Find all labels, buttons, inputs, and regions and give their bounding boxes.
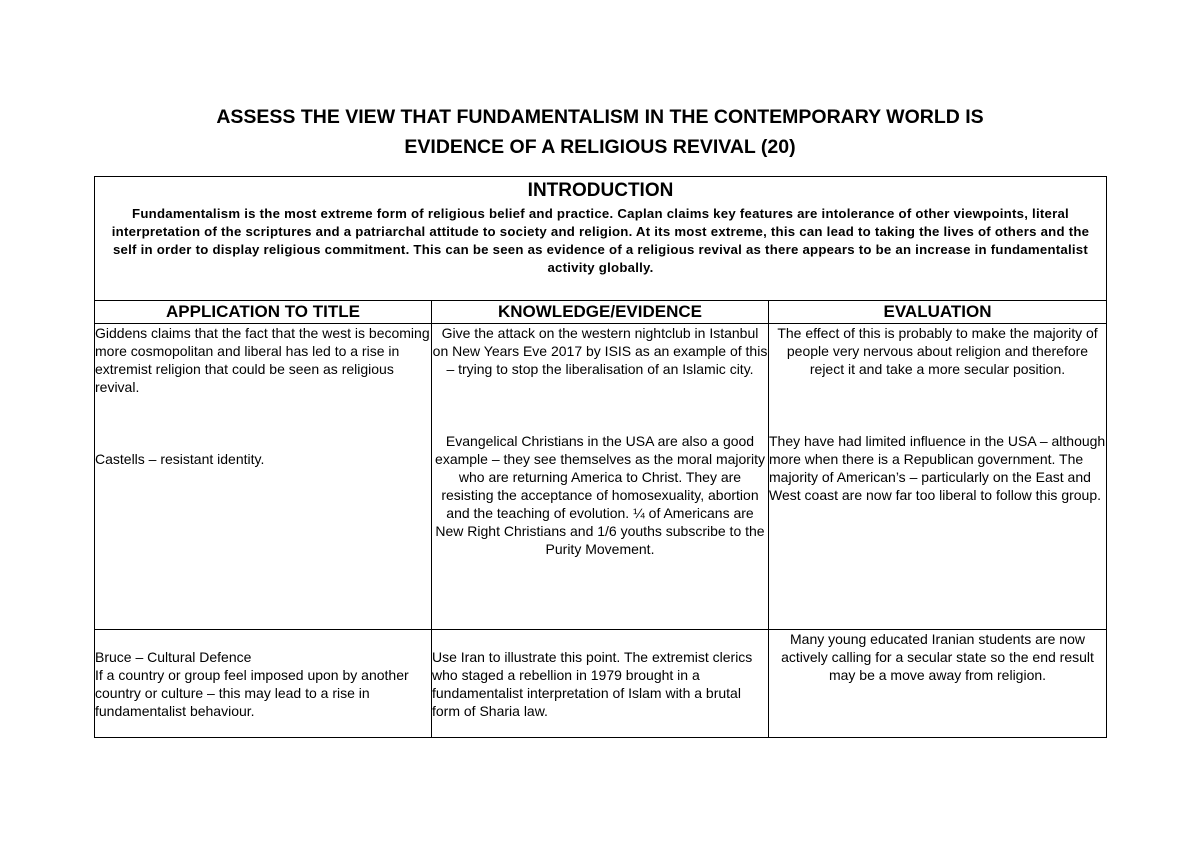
table-row [95, 630, 1107, 738]
essay-plan-table [94, 176, 1107, 738]
application-point: Bruce – Cultural Defence [95, 649, 252, 665]
knowledge-point: Evangelical Christians in the USA are also a good example – they see themselves as the moral majority who are returning America to Christ. They are resisting the acceptance of homosexuality, abortion and the teaching of evolution. ¼ of Americans are New Right Christians and 1/6 youths subscribe to the Purity Movement. [435, 433, 765, 557]
knowledge-point: Give the attack on the western nightclub in Istanbul on New Years Eve 2017 by ISIS as an example of this – trying to stop the liberalisation of an Islamic city. [432, 325, 768, 377]
evaluation-point: The effect of this is probably to make the majority of people very nervous about religion and therefore reject it and take a more secular position. [777, 325, 1098, 377]
title-line-1: ASSESS THE VIEW THAT FUNDAMENTALISM IN THE CONTEMPORARY WORLD IS [216, 106, 984, 128]
knowledge-column-header: KNOWLEDGE/EVIDENCE [432, 301, 769, 324]
application-cell [95, 630, 432, 738]
knowledge-point: Use Iran to illustrate this point. The extremist clerics who staged a rebellion in 1979 brought in a fundamentalist interpretation of Islam with a brutal form of Sharia law. [432, 649, 753, 719]
knowledge-cell [432, 324, 769, 630]
evaluation-point: They have had limited influence in the USA – although more when there is a Republican government. The majority of American’s – particularly on the East and West coast are now far too liberal to follow this group. [769, 433, 1106, 503]
introduction-heading: INTRODUCTION [527, 180, 674, 201]
application-point: If a country or group feel imposed upon by another country or culture – this may lead to a rise in fundamentalist behaviour. [95, 667, 409, 719]
introduction-cell [95, 177, 1107, 301]
knowledge-cell [432, 630, 769, 738]
evaluation-column-header: EVALUATION [769, 301, 1107, 324]
table-row [95, 324, 1107, 630]
application-cell [95, 324, 432, 630]
evaluation-cell [769, 324, 1107, 630]
application-point: Castells – resistant identity. [95, 451, 265, 467]
evaluation-point: Many young educated Iranian students are now actively calling for a secular state so the end result may be a move away from religion. [781, 631, 1094, 683]
title-line-2: EVIDENCE OF A RELIGIOUS REVIVAL (20) [404, 136, 796, 158]
application-point: Giddens claims that the fact that the west is becoming more cosmopolitan and liberal has led to a rise in extremist religion that could be seen as religious revival. [95, 325, 430, 395]
document-title [100, 102, 1100, 162]
application-column-header: APPLICATION TO TITLE [95, 301, 432, 324]
evaluation-cell [769, 630, 1107, 738]
introduction-text: Fundamentalism is the most extreme form of religious belief and practice. Caplan claims key features are intolerance of other viewpoints, literal interpretation of the scriptures and a patriarchal attitude to society and religion. At its most extreme, this can lead to taking the lives of others and the self in order to display religious commitment. This can be seen as evidence of a religious revival as there appears to be an increase in fundamentalist activity globally. [111, 206, 1090, 275]
